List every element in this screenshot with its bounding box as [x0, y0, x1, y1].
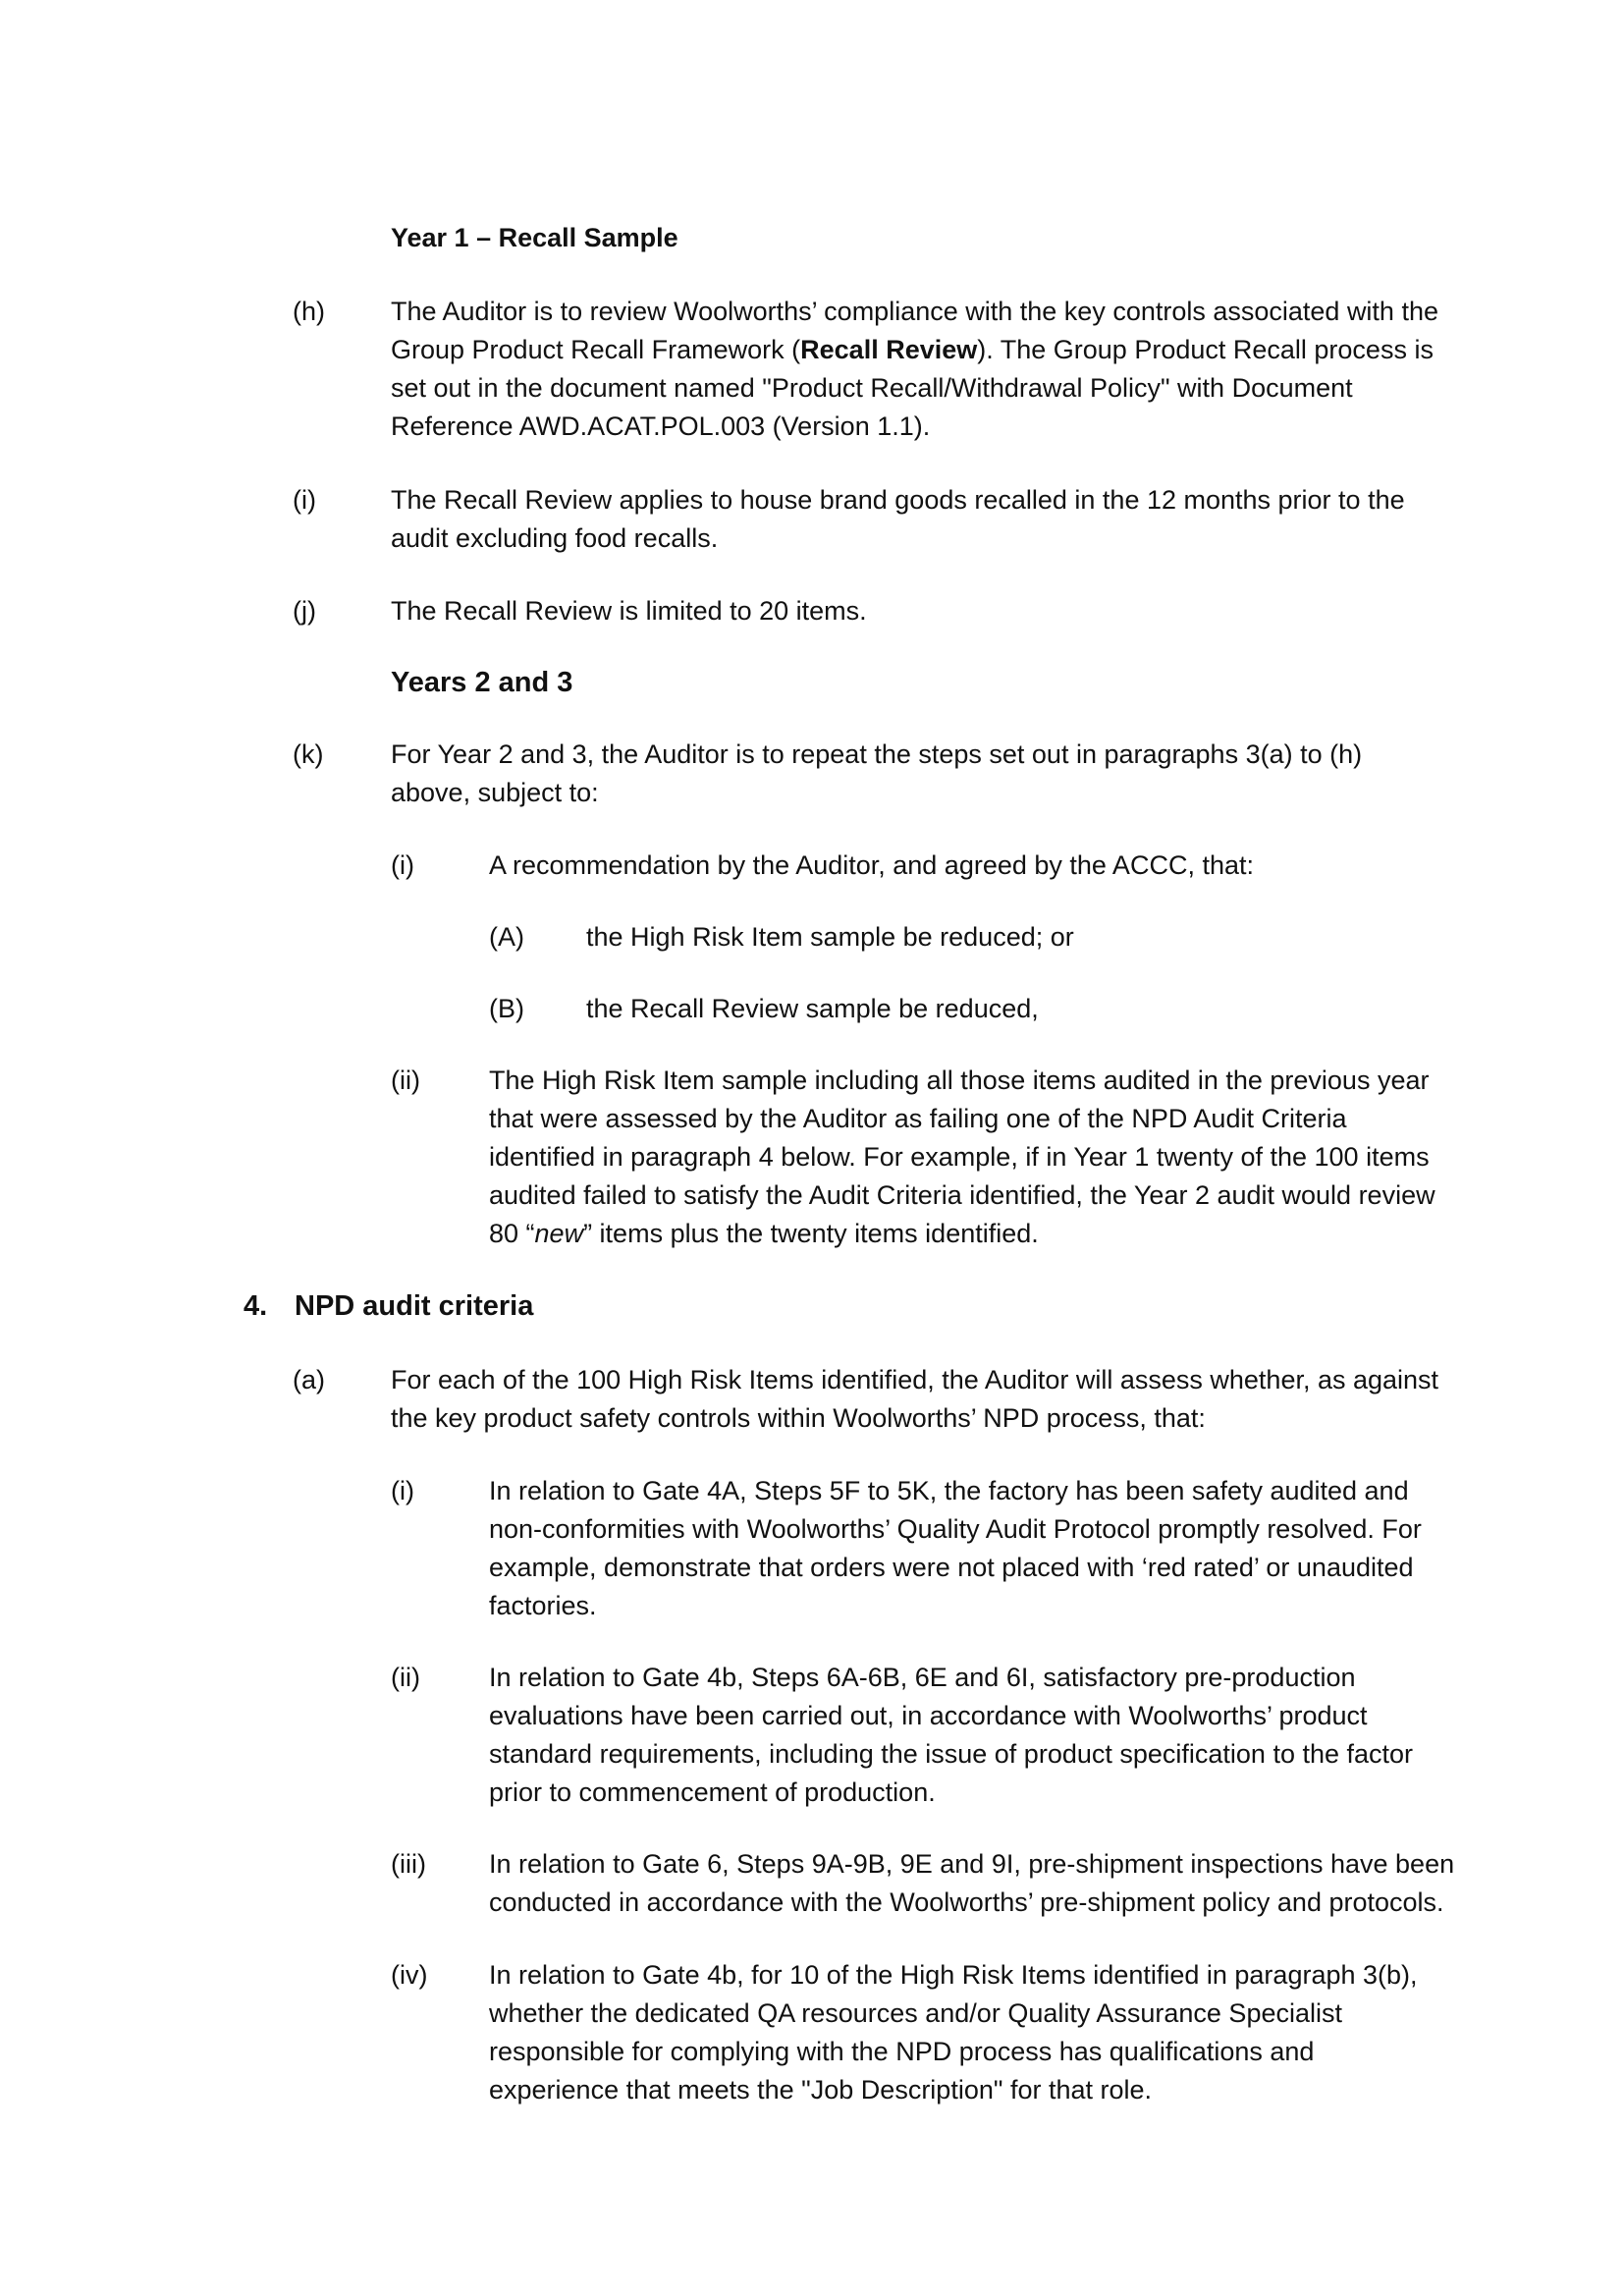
para-k-i-line-1: A recommendation by the Auditor, and agreed by the ACCC, that: — [489, 850, 1254, 880]
para-4a-iii-marker: (iii) — [391, 1849, 426, 1879]
para-4a-i-line-1: In relation to Gate 4A, Steps 5F to 5K, the factory has been safety audited and — [489, 1476, 1409, 1505]
para-h-line-1: The Auditor is to review Woolworths’ compliance with the key controls associated with the — [391, 297, 1438, 326]
section-4-number: 4. — [244, 1290, 268, 1322]
para-h-text — [391, 293, 1438, 446]
para-h-line-3: set out in the document named "Product Recall/Withdrawal Policy" with Document — [391, 373, 1353, 403]
para-k-ii-line-5-a: 80 “ — [489, 1219, 535, 1248]
para-4a-ii-line-4: prior to commencement of production. — [489, 1777, 936, 1807]
para-4a-i-line-3: example, demonstrate that orders were not placed with ‘red rated’ or unaudited — [489, 1553, 1414, 1582]
para-k-ii-line-4: audited failed to satisfy the Audit Criteria identified, the Year 2 audit would review — [489, 1180, 1435, 1210]
para-j-text — [391, 592, 867, 630]
para-i-line-1: The Recall Review applies to house brand goods recalled in the 12 months prior to the — [391, 485, 1405, 515]
para-j-line-1: The Recall Review is limited to 20 items. — [391, 596, 867, 626]
para-k-i-B-text: the Recall Review sample be reduced, — [586, 994, 1039, 1023]
para-h-line-4: Reference AWD.ACAT.POL.003 (Version 1.1). — [391, 411, 931, 441]
para-i-line-2: audit excluding food recalls. — [391, 523, 719, 553]
para-4a-text — [391, 1361, 1438, 1438]
para-4a-iv-line-3: responsible for complying with the NPD process has qualifications and — [489, 2037, 1315, 2066]
para-h-line-2-a: Group Product Recall Framework ( — [391, 335, 801, 364]
para-4a-iii-line-2: conducted in accordance with the Woolworths’ pre-shipment policy and protocols. — [489, 1887, 1444, 1917]
para-4a-line-2: the key product safety controls within Woolworths’ NPD process, that: — [391, 1403, 1206, 1433]
para-k-i-A-text: the High Risk Item sample be reduced; or — [586, 922, 1074, 952]
para-4a-marker: (a) — [293, 1365, 325, 1394]
para-k-ii-line-1: The High Risk Item sample including all those items audited in the previous year — [489, 1066, 1430, 1095]
new-emphasis: new — [534, 1219, 584, 1248]
para-h-marker: (h) — [293, 297, 325, 326]
para-4a-iv-text — [489, 1956, 1418, 2109]
para-i-text — [391, 481, 1405, 558]
para-4a-i-line-4: factories. — [489, 1591, 597, 1620]
para-4a-iii-text — [489, 1845, 1454, 1922]
para-4a-i-text — [489, 1472, 1422, 1625]
para-4a-ii-line-1: In relation to Gate 4b, Steps 6A-6B, 6E and 6I, satisfactory pre-production — [489, 1663, 1356, 1692]
para-k-ii-line-3: identified in paragraph 4 below. For example, if in Year 1 twenty of the 100 items — [489, 1142, 1430, 1172]
section-heading-years23: Years 2 and 3 — [391, 667, 573, 698]
para-k-line-1: For Year 2 and 3, the Auditor is to repeat the steps set out in paragraphs 3(a) to (h) — [391, 739, 1363, 769]
section-heading-year1: Year 1 – Recall Sample — [391, 223, 678, 252]
para-k-ii-line-5-c: ” items plus the twenty items identified. — [583, 1219, 1039, 1248]
para-k-ii-line-2: that were assessed by the Auditor as failing one of the NPD Audit Criteria — [489, 1104, 1347, 1133]
para-4a-ii-line-2: evaluations have been carried out, in accordance with Woolworths’ product — [489, 1701, 1368, 1730]
recall-review-term: Recall Review — [800, 335, 978, 364]
para-k-ii-line-5 — [489, 1215, 1435, 1253]
para-4a-line-1: For each of the 100 High Risk Items identified, the Auditor will assess whether, as against — [391, 1365, 1439, 1394]
para-4a-iii-line-1: In relation to Gate 6, Steps 9A-9B, 9E and 9I, pre-shipment inspections have been — [489, 1849, 1455, 1879]
para-k-i-A-marker: (A) — [489, 922, 524, 952]
para-h-line-2 — [391, 331, 1438, 369]
para-4a-ii-line-3: standard requirements, including the issue of product specification to the factor — [489, 1739, 1414, 1769]
para-i-marker: (i) — [293, 485, 316, 515]
para-4a-i-line-2: non-conformities with Woolworths’ Quality Audit Protocol promptly resolved. For — [489, 1514, 1422, 1544]
para-4a-iv-marker: (iv) — [391, 1960, 428, 1990]
para-4a-ii-marker: (ii) — [391, 1663, 420, 1692]
para-k-marker: (k) — [293, 739, 324, 769]
para-h-line-2-c: ). The Group Product Recall process is — [977, 335, 1434, 364]
para-4a-iv-line-2: whether the dedicated QA resources and/or Quality Assurance Specialist — [489, 1998, 1342, 2028]
section-4-heading: NPD audit criteria — [295, 1290, 534, 1322]
para-j-marker: (j) — [293, 596, 316, 626]
para-4a-i-marker: (i) — [391, 1476, 414, 1505]
para-k-i-text — [489, 847, 1254, 885]
para-4a-ii-text — [489, 1659, 1413, 1812]
para-k-i-marker: (i) — [391, 850, 414, 880]
para-4a-iv-line-1: In relation to Gate 4b, for 10 of the High Risk Items identified in paragraph 3(b), — [489, 1960, 1418, 1990]
para-k-text — [391, 736, 1362, 812]
para-k-ii-marker: (ii) — [391, 1066, 420, 1095]
para-k-ii-text — [489, 1062, 1435, 1253]
para-4a-iv-line-4: experience that meets the "Job Description" for that role. — [489, 2075, 1153, 2105]
para-k-i-B-marker: (B) — [489, 994, 524, 1023]
para-k-line-2: above, subject to: — [391, 778, 599, 807]
